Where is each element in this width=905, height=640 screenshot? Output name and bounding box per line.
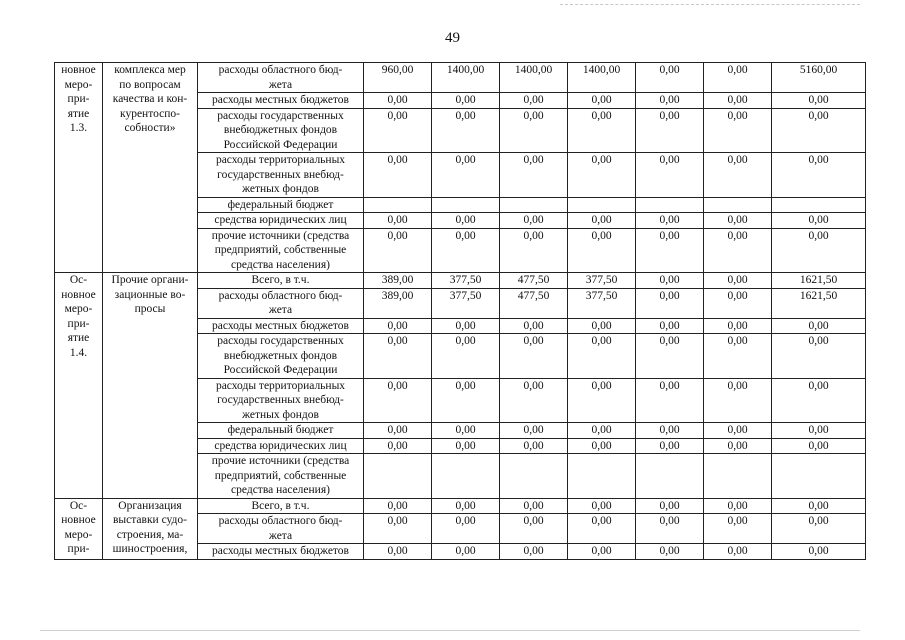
year-value-cell: 0,00 bbox=[704, 228, 772, 273]
funding-source-cell: Всего, в т.ч. bbox=[198, 273, 364, 289]
year-value-cell: 0,00 bbox=[364, 423, 432, 439]
year-value-cell: 0,00 bbox=[704, 498, 772, 514]
year-value-cell: 0,00 bbox=[568, 514, 636, 544]
year-value-cell: 0,00 bbox=[636, 318, 704, 334]
year-value-cell: 0,00 bbox=[704, 438, 772, 454]
total-value-cell: 0,00 bbox=[772, 378, 866, 423]
year-value-cell: 0,00 bbox=[500, 153, 568, 198]
funding-source-cell: расходы территориальных государственных внебюд- жетных фондов bbox=[198, 378, 364, 423]
year-value-cell: 0,00 bbox=[568, 108, 636, 153]
year-value-cell: 0,00 bbox=[432, 378, 500, 423]
total-value-cell: 0,00 bbox=[772, 213, 866, 229]
total-value-cell: 0,00 bbox=[772, 544, 866, 560]
year-value-cell: 0,00 bbox=[500, 423, 568, 439]
funding-source-cell: расходы местных бюджетов bbox=[198, 318, 364, 334]
year-value-cell: 0,00 bbox=[704, 318, 772, 334]
year-value-cell: 0,00 bbox=[568, 438, 636, 454]
year-value-cell: 0,00 bbox=[704, 273, 772, 289]
year-value-cell: 0,00 bbox=[500, 498, 568, 514]
funding-source-cell: средства юридических лиц bbox=[198, 213, 364, 229]
year-value-cell: 0,00 bbox=[364, 153, 432, 198]
table-row bbox=[55, 273, 866, 289]
year-value-cell: 0,00 bbox=[636, 153, 704, 198]
year-value-cell: 0,00 bbox=[704, 63, 772, 93]
measure-title-cell: Организация выставки судо- строения, ма- шиностроения, bbox=[103, 498, 198, 559]
funding-source-cell: расходы областного бюд- жета bbox=[198, 288, 364, 318]
year-value-cell: 0,00 bbox=[500, 93, 568, 109]
year-value-cell: 0,00 bbox=[704, 423, 772, 439]
year-value-cell: 0,00 bbox=[500, 378, 568, 423]
funding-source-cell: федеральный бюджет bbox=[198, 423, 364, 439]
year-value-cell: 0,00 bbox=[568, 334, 636, 379]
year-value-cell bbox=[568, 454, 636, 499]
total-value-cell: 0,00 bbox=[772, 228, 866, 273]
year-value-cell: 0,00 bbox=[432, 228, 500, 273]
year-value-cell: 0,00 bbox=[568, 228, 636, 273]
table-row bbox=[55, 63, 866, 93]
year-value-cell: 0,00 bbox=[364, 544, 432, 560]
year-value-cell bbox=[364, 454, 432, 499]
year-value-cell: 0,00 bbox=[704, 108, 772, 153]
page-number: 49 bbox=[445, 30, 460, 46]
year-value-cell bbox=[704, 197, 772, 213]
year-value-cell: 0,00 bbox=[500, 318, 568, 334]
year-value-cell: 0,00 bbox=[704, 153, 772, 198]
year-value-cell: 377,50 bbox=[568, 273, 636, 289]
total-value-cell: 0,00 bbox=[772, 514, 866, 544]
year-value-cell: 0,00 bbox=[364, 378, 432, 423]
year-value-cell: 0,00 bbox=[432, 438, 500, 454]
year-value-cell: 0,00 bbox=[432, 544, 500, 560]
measure-title-cell: Прочие органи- зационные во- просы bbox=[103, 273, 198, 499]
funding-source-cell: расходы территориальных государственных внебюд- жетных фондов bbox=[198, 153, 364, 198]
total-value-cell: 0,00 bbox=[772, 108, 866, 153]
year-value-cell: 960,00 bbox=[364, 63, 432, 93]
funding-source-cell: прочие источники (средства предприятий, собственные средства населения) bbox=[198, 228, 364, 273]
year-value-cell: 0,00 bbox=[364, 514, 432, 544]
total-value-cell: 0,00 bbox=[772, 498, 866, 514]
year-value-cell: 389,00 bbox=[364, 288, 432, 318]
year-value-cell bbox=[636, 454, 704, 499]
budget-table bbox=[54, 62, 866, 560]
year-value-cell: 0,00 bbox=[704, 378, 772, 423]
year-value-cell bbox=[364, 197, 432, 213]
year-value-cell: 0,00 bbox=[364, 108, 432, 153]
year-value-cell: 0,00 bbox=[636, 438, 704, 454]
year-value-cell: 0,00 bbox=[500, 228, 568, 273]
year-value-cell bbox=[704, 454, 772, 499]
year-value-cell: 0,00 bbox=[364, 318, 432, 334]
top-rule bbox=[560, 4, 860, 5]
year-value-cell: 0,00 bbox=[636, 213, 704, 229]
year-value-cell: 0,00 bbox=[636, 423, 704, 439]
year-value-cell: 0,00 bbox=[636, 514, 704, 544]
year-value-cell: 0,00 bbox=[568, 318, 636, 334]
year-value-cell: 0,00 bbox=[636, 63, 704, 93]
year-value-cell: 0,00 bbox=[432, 108, 500, 153]
year-value-cell: 0,00 bbox=[568, 213, 636, 229]
year-value-cell: 0,00 bbox=[704, 288, 772, 318]
funding-source-cell: расходы областного бюд- жета bbox=[198, 63, 364, 93]
year-value-cell: 0,00 bbox=[568, 498, 636, 514]
year-value-cell: 0,00 bbox=[636, 498, 704, 514]
total-value-cell: 1621,50 bbox=[772, 288, 866, 318]
total-value-cell: 0,00 bbox=[772, 93, 866, 109]
funding-source-cell: расходы государственных внебюджетных фондов Российской Федерации bbox=[198, 334, 364, 379]
year-value-cell: 377,50 bbox=[432, 288, 500, 318]
year-value-cell: 389,00 bbox=[364, 273, 432, 289]
year-value-cell: 0,00 bbox=[432, 334, 500, 379]
measure-number-cell: Ос- новное меро- при- bbox=[55, 498, 103, 559]
total-value-cell: 0,00 bbox=[772, 423, 866, 439]
year-value-cell bbox=[636, 197, 704, 213]
table-row bbox=[55, 498, 866, 514]
year-value-cell: 0,00 bbox=[364, 228, 432, 273]
year-value-cell: 0,00 bbox=[500, 334, 568, 379]
year-value-cell bbox=[432, 197, 500, 213]
measure-number-cell: новное меро- при- ятие 1.3. bbox=[55, 63, 103, 273]
year-value-cell: 0,00 bbox=[364, 438, 432, 454]
year-value-cell: 0,00 bbox=[568, 423, 636, 439]
funding-source-cell: средства юридических лиц bbox=[198, 438, 364, 454]
year-value-cell: 0,00 bbox=[500, 438, 568, 454]
year-value-cell: 0,00 bbox=[500, 108, 568, 153]
funding-source-cell: Всего, в т.ч. bbox=[198, 498, 364, 514]
total-value-cell: 1621,50 bbox=[772, 273, 866, 289]
total-value-cell: 0,00 bbox=[772, 318, 866, 334]
year-value-cell: 377,50 bbox=[432, 273, 500, 289]
total-value-cell: 0,00 bbox=[772, 438, 866, 454]
year-value-cell: 0,00 bbox=[704, 544, 772, 560]
year-value-cell: 0,00 bbox=[704, 213, 772, 229]
year-value-cell: 0,00 bbox=[636, 108, 704, 153]
year-value-cell: 0,00 bbox=[636, 93, 704, 109]
year-value-cell: 0,00 bbox=[432, 498, 500, 514]
year-value-cell: 0,00 bbox=[500, 544, 568, 560]
total-value-cell: 0,00 bbox=[772, 334, 866, 379]
year-value-cell: 0,00 bbox=[432, 213, 500, 229]
year-value-cell bbox=[432, 454, 500, 499]
year-value-cell: 0,00 bbox=[636, 544, 704, 560]
measure-number-cell: Ос- новное меро- при- ятие 1.4. bbox=[55, 273, 103, 499]
year-value-cell: 0,00 bbox=[568, 153, 636, 198]
year-value-cell: 0,00 bbox=[636, 334, 704, 379]
year-value-cell: 0,00 bbox=[364, 213, 432, 229]
funding-source-cell: расходы местных бюджетов bbox=[198, 93, 364, 109]
year-value-cell: 0,00 bbox=[432, 318, 500, 334]
year-value-cell: 477,50 bbox=[500, 288, 568, 318]
total-value-cell bbox=[772, 454, 866, 499]
measure-title-cell: комплекса мер по вопросам качества и кон- курентоспо- собности» bbox=[103, 63, 198, 273]
year-value-cell: 0,00 bbox=[568, 93, 636, 109]
year-value-cell: 0,00 bbox=[704, 93, 772, 109]
year-value-cell bbox=[568, 197, 636, 213]
funding-source-cell: прочие источники (средства предприятий, собственные средства населения) bbox=[198, 454, 364, 499]
year-value-cell: 0,00 bbox=[432, 514, 500, 544]
total-value-cell bbox=[772, 197, 866, 213]
year-value-cell: 0,00 bbox=[500, 514, 568, 544]
year-value-cell: 0,00 bbox=[364, 334, 432, 379]
total-value-cell: 0,00 bbox=[772, 153, 866, 198]
year-value-cell: 0,00 bbox=[636, 228, 704, 273]
year-value-cell: 477,50 bbox=[500, 273, 568, 289]
year-value-cell: 1400,00 bbox=[432, 63, 500, 93]
year-value-cell: 0,00 bbox=[364, 93, 432, 109]
year-value-cell: 1400,00 bbox=[500, 63, 568, 93]
year-value-cell: 0,00 bbox=[432, 153, 500, 198]
year-value-cell: 0,00 bbox=[364, 498, 432, 514]
year-value-cell: 377,50 bbox=[568, 288, 636, 318]
funding-source-cell: расходы местных бюджетов bbox=[198, 544, 364, 560]
year-value-cell: 0,00 bbox=[432, 93, 500, 109]
year-value-cell: 0,00 bbox=[568, 544, 636, 560]
total-value-cell: 5160,00 bbox=[772, 63, 866, 93]
year-value-cell: 1400,00 bbox=[568, 63, 636, 93]
year-value-cell: 0,00 bbox=[432, 423, 500, 439]
year-value-cell: 0,00 bbox=[500, 213, 568, 229]
year-value-cell bbox=[500, 197, 568, 213]
year-value-cell: 0,00 bbox=[568, 378, 636, 423]
funding-source-cell: расходы областного бюд- жета bbox=[198, 514, 364, 544]
year-value-cell bbox=[500, 454, 568, 499]
year-value-cell: 0,00 bbox=[704, 514, 772, 544]
year-value-cell: 0,00 bbox=[636, 378, 704, 423]
bottom-rule bbox=[40, 630, 860, 631]
funding-source-cell: расходы государственных внебюджетных фондов Российской Федерации bbox=[198, 108, 364, 153]
year-value-cell: 0,00 bbox=[636, 288, 704, 318]
year-value-cell: 0,00 bbox=[636, 273, 704, 289]
funding-source-cell: федеральный бюджет bbox=[198, 197, 364, 213]
year-value-cell: 0,00 bbox=[704, 334, 772, 379]
